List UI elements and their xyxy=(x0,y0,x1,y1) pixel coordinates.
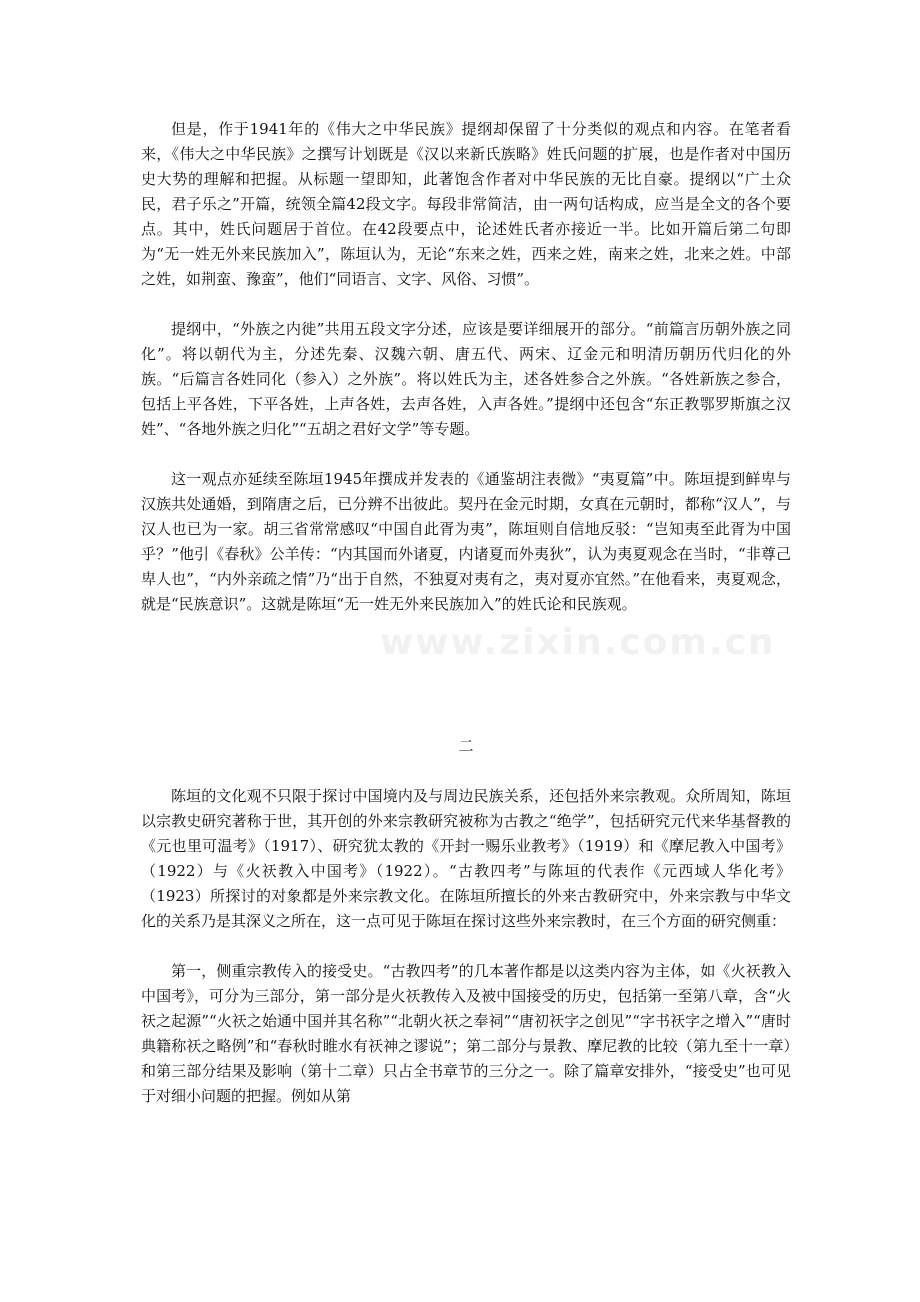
text-section-2 xyxy=(141,784,791,1109)
paragraph-3: 这一观点亦延续至陈垣1945年撰成并发表的《通鉴胡注表微》“夷夏篇”中。陈垣提到鲜卑与汉族共处通婚，到隋唐之后，已分辨不出彼此。契丹在金元时期，女真在元朝时，都称“汉人”，与汉人也已为一家。胡三省常常感叹“中国自此胥为夷”，陈垣则自信地反驳：“岂知夷至此胥为中国乎？”他引《春秋》公羊传：“内其国而外诸夏，内诸夏而外夷狄”，认为夷夏观念在当时，“非尊己卑人也”，“内外亲疏之情”乃“出于自然，不独夏对夷有之，夷对夏亦宜然。”在他看来，夷夏观念，就是“民族意识”。这就是陈垣“无一姓无外来民族加入”的姓氏论和民族观。 xyxy=(141,470,791,613)
watermark: www.zixin.com.cn xyxy=(380,622,776,663)
paragraph-5: 第一，侧重宗教传入的接受史。“古教四考”的几本著作都是以这类内容为主体，如《火祆教入中国考》，可分为三部分，第一部分是火祆教传入及被中国接受的历史，包括第一至第八章，含“火祆之起源”“火祆之始通中国并其名称”“北朝火祆之奉祠”“唐初祆字之创见”“字书祆字之增入”“唐时典籍称祆之略例”和“春秋时睢水有祆神之谬说”；第二部分与景教、摩尼教的比较（第九至十一章）和第三部分结果及影响（第十二章）只占全书章节的三分之一。除了篇章安排外，“接受史”也可见于对细小问题的把握。例如从第 xyxy=(141,962,791,1105)
section-heading: 二 xyxy=(458,737,474,755)
paragraph-2: 提纲中，“外族之内徙”共用五段文字分述，应该是要详细展开的部分。“前篇言历朝外族之同化”。将以朝代为主，分述先秦、汉魏六朝、唐五代、两宋、辽金元和明清历朝历代归化的外族。“后篇言各姓同化（参入）之外族”。将以姓氏为主，述各姓参合之外族。“各姓新族之参合，包括上平各姓，下平各姓，上声各姓，去声各姓，入声各姓。”提纲中还包含“东正教鄂罗斯旗之汉姓”、“各地外族之归化”“五胡之君好文学”等专题。 xyxy=(141,320,791,438)
paragraph-1: 但是，作于1941年的《伟大之中华民族》提纲却保留了十分类似的观点和内容。在笔者看来，《伟大之中华民族》之撰写计划既是《汉以来新氏族略》姓氏问题的扩展，也是作者对中国历史大势的理解和把握。从标题一望即知，此著饱含作者对中华民族的无比自豪。提纲以“广土众民，君子乐之”开篇，统领全篇42段文字。每段非常简洁，由一两句话构成，应当是全文的各个要点。其中，姓氏问题居于首位。在42段要点中，论述姓氏者亦接近一半。比如开篇后第二句即为“无一姓无外来民族加入”，陈垣认为，无论“东来之姓，西来之姓，南来之姓，北来之姓。中部之姓，如荆蛮、豫蛮”，他们“同语言、文字、风俗、习惯”。 xyxy=(141,120,791,288)
paragraph-4: 陈垣的文化观不只限于探讨中国境内及与周边民族关系，还包括外来宗教观。众所周知，陈垣以宗教史研究著称于世，其开创的外来宗教研究被称为古教之“绝学”，包括研究元代来华基督教的《元也里可温考》（1917）、研究犹太教的《开封一赐乐业教考》（1919）和《摩尼教入中国考》（1922）与《火祆教入中国考》（1922）。“古教四考”与陈垣的代表作《元西域人华化考》（1923）所探讨的对象都是外来宗教文化。在陈垣所擅长的外来古教研究中，外来宗教与中华文化的关系乃是其深义之所在，这一点可见于陈垣在探讨这些外来宗教时，在三个方面的研究侧重： xyxy=(141,787,791,930)
text-section-1 xyxy=(141,117,791,617)
